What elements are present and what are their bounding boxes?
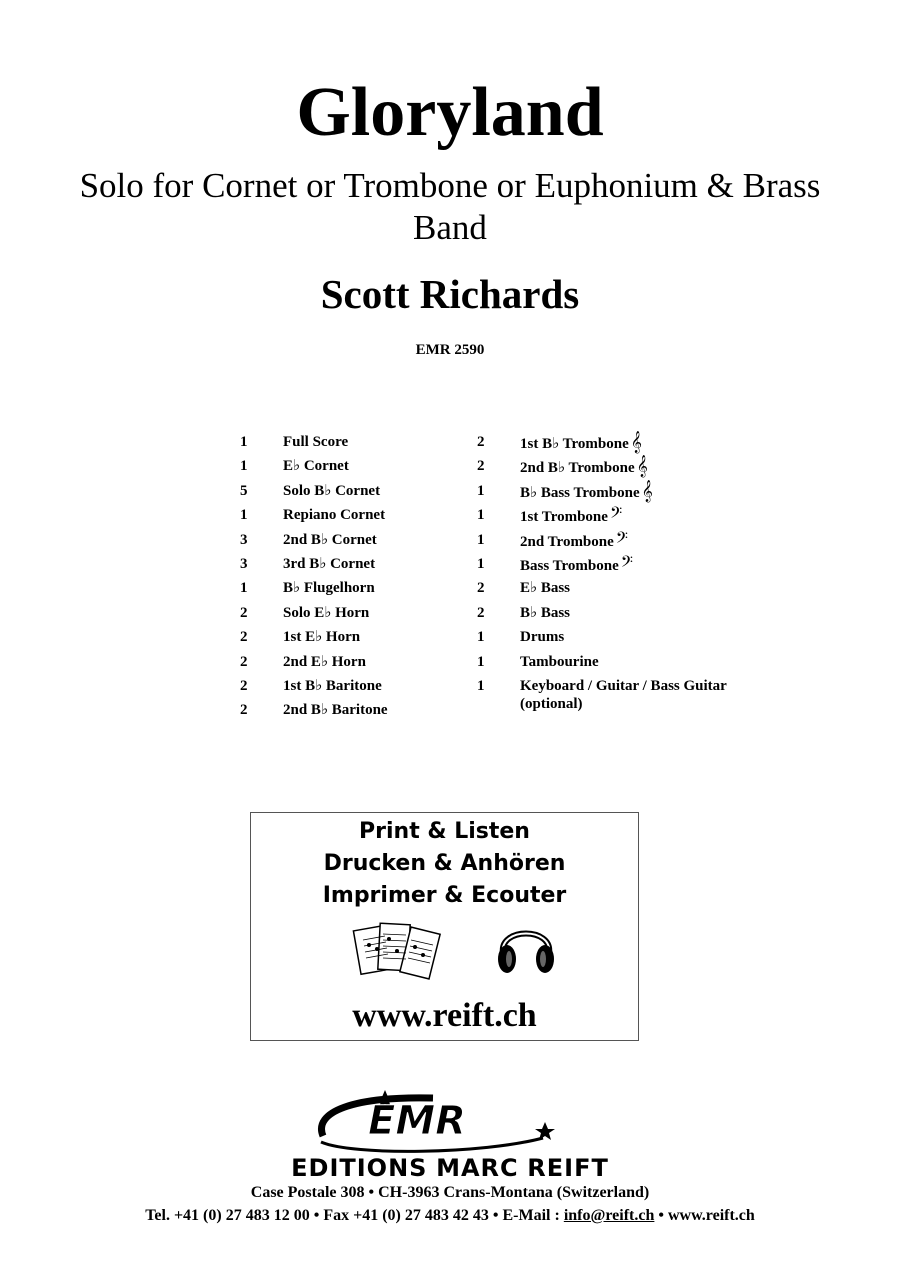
part-row [477, 529, 777, 553]
treble-clef-icon: 𝄞 [636, 455, 648, 478]
print-listen-box [250, 812, 639, 1041]
part-count: 1 [477, 629, 485, 646]
subtitle: Solo for Cornet or Trombone or Euphonium & Brass Band [79, 166, 821, 247]
part-name: Full Score [283, 434, 349, 450]
part-name: E♭ Bass [520, 580, 571, 597]
part-count: 1 [240, 580, 248, 597]
part-name: 1st E♭ Horn [283, 629, 361, 646]
part-row [240, 455, 450, 479]
publisher-name [0, 1155, 900, 1181]
part-row [477, 675, 777, 712]
part-name: Bass Trombone [520, 557, 619, 574]
publisher-name-marc: MARC [436, 1154, 519, 1182]
sheet-music-icon [351, 918, 447, 984]
treble-clef-icon: 𝄞 [641, 479, 653, 502]
part-label [520, 504, 777, 528]
part-label [520, 529, 777, 553]
part-name: B♭ Flugelhorn [283, 580, 375, 597]
part-name: 3rd B♭ Cornet [283, 555, 376, 572]
promo-line-french: Imprimer & Ecouter [322, 883, 567, 908]
part-name: B♭ Bass Trombone [520, 484, 640, 501]
part-row [477, 577, 777, 601]
part-count: 5 [240, 482, 248, 499]
bass-clef-icon: 𝄢 [620, 552, 633, 575]
part-name: 2nd B♭ Baritone [283, 702, 388, 719]
part-row [477, 651, 777, 675]
part-name: Tambourine [520, 653, 599, 670]
part-name: B♭ Bass [520, 604, 571, 621]
part-count: 2 [240, 629, 248, 646]
part-row [240, 577, 450, 601]
parts-list-right [477, 431, 777, 712]
part-row [477, 553, 777, 577]
part-row [477, 504, 777, 528]
part-row [240, 699, 450, 723]
part-count: 2 [477, 434, 485, 450]
part-count: 1 [477, 677, 485, 694]
part-name: Repiano Cornet [283, 507, 386, 524]
part-label [520, 480, 777, 504]
part-row [477, 626, 777, 650]
part-count: 2 [477, 604, 485, 621]
part-name: 2nd E♭ Horn [283, 653, 366, 670]
email-label: E-Mail : [502, 1207, 560, 1224]
part-count: 1 [477, 555, 485, 572]
part-name: 2nd Trombone [520, 533, 614, 550]
part-name: Solo B♭ Cornet [283, 482, 381, 499]
part-label [520, 553, 777, 577]
part-name: 1st Trombone [520, 509, 608, 526]
part-row [240, 626, 450, 650]
part-count: 2 [240, 604, 248, 621]
part-row [240, 651, 450, 675]
part-label [520, 455, 777, 479]
headphones-icon [493, 913, 559, 979]
parts-list-left [240, 431, 450, 724]
part-row [240, 504, 450, 528]
publisher-name-editions: EDITIONS [291, 1154, 428, 1182]
part-row [240, 480, 450, 504]
part-label [520, 431, 777, 455]
part-count: 1 [240, 458, 248, 475]
part-name: E♭ Cornet [283, 458, 349, 475]
part-count: 2 [240, 653, 248, 670]
part-count: 1 [477, 531, 485, 548]
part-row [240, 431, 450, 455]
part-count: 3 [240, 555, 248, 572]
part-name: 1st B♭ Trombone [520, 436, 629, 452]
part-row [240, 675, 450, 699]
part-row [477, 480, 777, 504]
promo-website[interactable]: www.reift.ch [352, 997, 537, 1034]
part-row [477, 455, 777, 479]
part-count: 1 [477, 482, 485, 499]
part-name: Solo E♭ Horn [283, 604, 370, 621]
part-row [240, 529, 450, 553]
part-name: 1st B♭ Baritone [283, 677, 382, 694]
treble-clef-icon: 𝄞 [630, 431, 642, 453]
publisher-address: Case Postale 308 • CH-3963 Crans-Montana (Switzerland) [250, 1184, 650, 1201]
part-count: 3 [240, 531, 248, 548]
part-count: 2 [477, 580, 485, 597]
website-link[interactable]: www.reift.ch [668, 1207, 755, 1224]
page-title: Gloryland [296, 74, 604, 151]
part-count: 2 [240, 702, 248, 719]
part-row [240, 553, 450, 577]
part-count: 1 [240, 507, 248, 524]
part-name: Keyboard / Guitar / Bass Guitar (optional) [520, 677, 727, 712]
fax-number: Fax +41 (0) 27 483 42 43 [323, 1207, 489, 1224]
part-count: 1 [240, 434, 248, 450]
phone-number: Tel. +41 (0) 27 483 12 00 [145, 1207, 310, 1224]
part-row [477, 431, 777, 455]
publisher-contact: Tel. +41 (0) 27 483 12 00 • Fax +41 (0) 27 483 42 43 • E-Mail : info@reift.ch • www.reift.ch [145, 1207, 755, 1224]
part-name: 2nd B♭ Trombone [520, 460, 635, 477]
part-name: Drums [520, 629, 565, 646]
part-count: 2 [240, 677, 248, 694]
part-row [477, 602, 777, 626]
part-count: 2 [477, 458, 485, 475]
bass-clef-icon: 𝄢 [609, 504, 623, 527]
logo-text: EMR [368, 1098, 466, 1144]
part-name: 2nd B♭ Cornet [283, 531, 377, 548]
promo-line-english: Print & Listen [359, 819, 530, 844]
composer-name: Scott Richards [320, 271, 580, 317]
emr-logo [313, 1090, 563, 1154]
email-link[interactable]: info@reift.ch [563, 1207, 655, 1224]
promo-line-german: Drucken & Anhören [323, 851, 566, 876]
part-count: 1 [477, 653, 485, 670]
bass-clef-icon: 𝄢 [615, 528, 628, 551]
catalog-code: EMR 2590 [415, 342, 485, 358]
part-count: 1 [477, 507, 485, 524]
publisher-name-reift: REIFT [527, 1154, 609, 1182]
part-row [240, 602, 450, 626]
